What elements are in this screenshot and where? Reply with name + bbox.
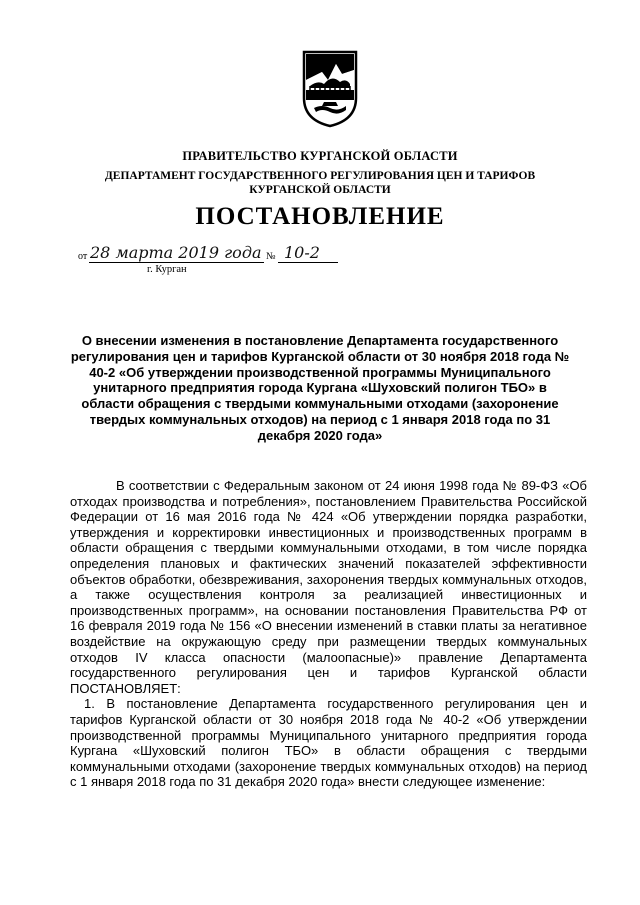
document-body bbox=[70, 478, 587, 790]
number-underline bbox=[278, 262, 338, 263]
number-label: № bbox=[266, 251, 276, 262]
department-name bbox=[0, 169, 640, 197]
city: г. Курган bbox=[147, 264, 187, 275]
document-type: ПОСТАНОВЛЕНИЕ bbox=[195, 203, 445, 230]
government-name: ПРАВИТЕЛЬСТВО КУРГАНСКОЙ ОБЛАСТИ bbox=[182, 149, 458, 163]
department-name-line1: ДЕПАРТАМЕНТ ГОСУДАРСТВЕННОГО РЕГУЛИРОВАНИЯ ЦЕН И ТАРИФОВ bbox=[104, 170, 536, 182]
body-paragraph-1: В соответствии с Федеральным законом от 24 июня 1998 года № 89-ФЗ «Об отходах производства и потребления», постановлением Правительства Российской Федерации от 16 мая 2016 года № 424 «Об утверждении порядка разработки, утверждения и корректировки инвестиционных и производственных программ в области обращения с твердыми коммунальными отходами, в том числе порядка определения плановых и фактических значений показателей эффективности объектов обработки, обезвреживания, захоронения твердых коммунальных отходов, а также осуществления контроля за реализацией инвестиционных и производственных программ», на основании постановления Правительства РФ от 16 февраля 2019 года № 156 «О внесении изменений в ставки платы за негативное воздействие на окружающую среду при размещении твердых коммунальных отходов IV класса опасности (малоопасные)» правление Департамента государственного регулирования цен и тарифов Курганской области ПОСТАНОВЛЯЕТ: bbox=[70, 478, 587, 696]
body-paragraph-2: 1. В постановление Департамента государственного регулирования цен и тарифов Курганской области от 30 ноября 2018 года № 40-2 «Об утверждении производственной программы Муниципального унитарного предприятия города Кургана «Шуховский полигон ТБО» в области обращения с твердыми коммунальными отходами (захоронение твердых коммунальных отходов) на период с 1 января 2018 года по 31 декабря 2020 года» внести следующее изменение: bbox=[70, 696, 587, 790]
date-underline bbox=[89, 262, 264, 263]
document-subject: О внесении изменения в постановление Департамента государственного регулирования цен и тарифов Курганской области от 30 ноября 2018 года № 40-2 «Об утверждении производственной программы Муниципального унитарного предприятия города Кургана «Шуховский полигон ТБО» в области обращения с твердыми коммунальными отходами (захоронение твердых коммунальных отходов) на период с 1 января 2018 года по 31 декабря 2020 года» bbox=[70, 333, 570, 443]
date-handwritten: 28 марта 2019 года bbox=[90, 243, 262, 262]
coat-of-arms-icon bbox=[302, 50, 358, 128]
number-handwritten: 10-2 bbox=[284, 243, 320, 262]
department-name-line2: КУРГАНСКОЙ ОБЛАСТИ bbox=[249, 184, 391, 196]
date-number-line bbox=[78, 244, 348, 266]
date-from-label: от bbox=[78, 251, 88, 262]
